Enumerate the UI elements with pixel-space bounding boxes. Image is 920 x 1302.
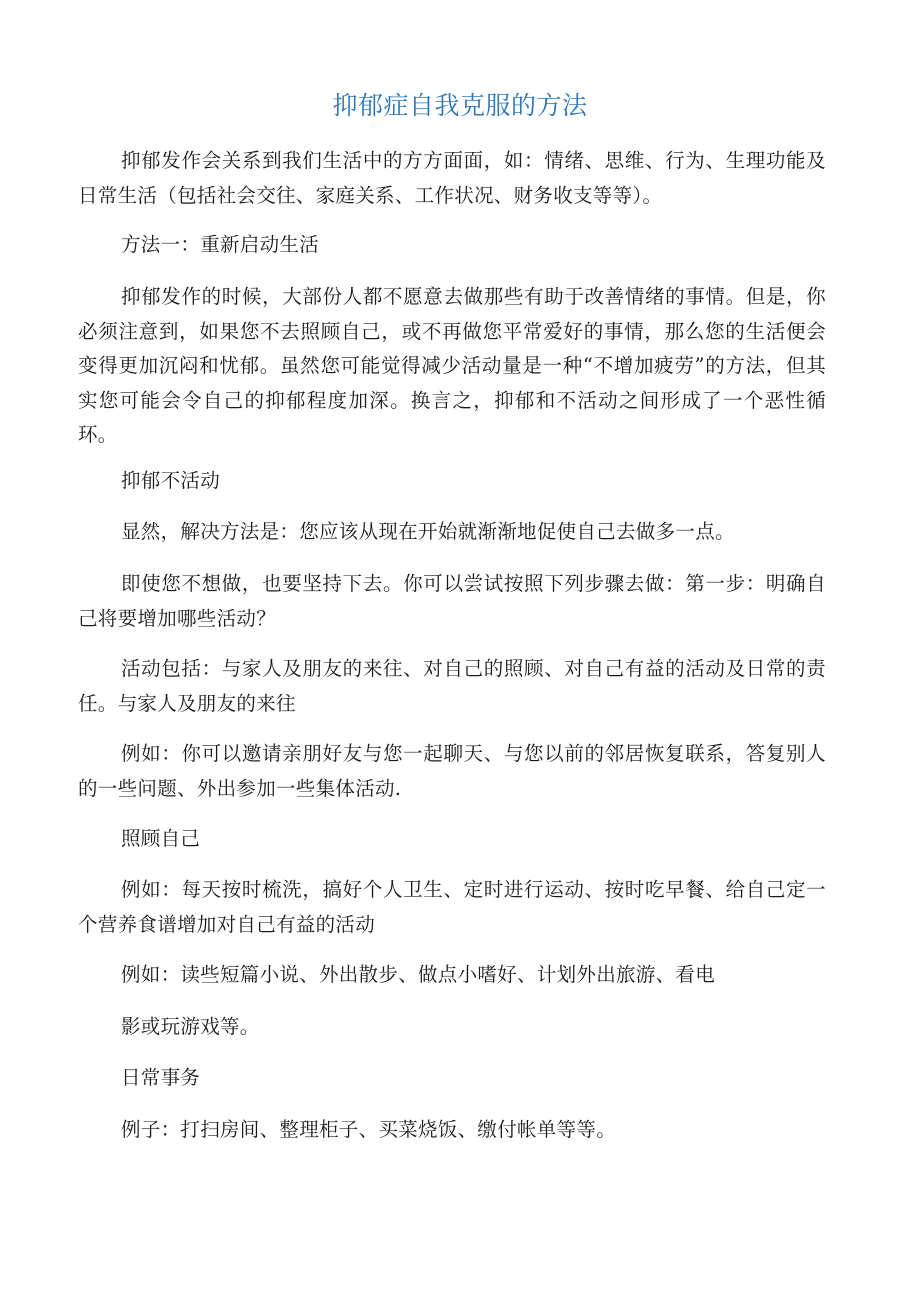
heading-self-care: 照顾自己 [121,827,201,850]
paragraph-beneficial-example: 例如：读些短篇小说、外出散步、做点小嗜好、计划外出旅游、看电 [121,963,716,986]
paragraph-beneficial-continued: 影或玩游戏等。 [121,1015,260,1038]
document-title: 抑郁症自我克服的方法 [332,91,588,120]
paragraph-vicious-cycle: 抑郁发作的时候，大部份人都不愿意去做那些有助于改善情绪的事情。但是，你必须注意到，如果您不去照顾自己，或不再做您平常爱好的事情，那么您的生活便会变得更加沉闷和忧郁。虽然您可能觉得减少活动量是一种“不增加疲劳”的方法，但其实您可能会令自己的抑郁程度加深。换言之，抑郁和不活动之间形成了一个恶性循环。 [78,285,826,446]
heading-daily-affairs: 日常事务 [121,1066,201,1089]
paragraph-self-care-example: 例如：每天按时梳洗，搞好个人卫生、定时进行运动、按时吃早餐、给自己定一个营养食谱增加对自己有益的活动 [78,878,826,936]
heading-depression-inactivity: 抑郁不活动 [121,469,221,492]
heading-method-one: 方法一：重新启动生活 [121,233,320,256]
paragraph-daily-example: 例子：打扫房间、整理柜子、买菜烧饭、缴付帐单等等。 [121,1118,617,1141]
paragraph-social-example: 例如：你可以邀请亲朋好友与您一起聊天、与您以前的邻居恢复联系，答复别人的一些问题、外出参加一些集体活动. [78,742,826,800]
paragraph-intro: 抑郁发作会关系到我们生活中的方方面面，如：情绪、思维、行为、生理功能及日常生活（包括社会交往、家庭关系、工作状况、财务收支等等）。 [78,149,826,207]
paragraph-step-one: 即使您不想做，也要坚持下去。你可以尝试按照下列步骤去做：第一步：明确自己将要增加哪些活动？ [78,572,826,630]
paragraph-solution: 显然，解决方法是：您应该从现在开始就渐渐地促使自己去做多一点。 [121,520,735,543]
paragraph-activities: 活动包括：与家人及朋友的来往、对自己的照顾、对自己有益的活动及日常的责任。与家人及朋友的来往 [78,657,826,715]
